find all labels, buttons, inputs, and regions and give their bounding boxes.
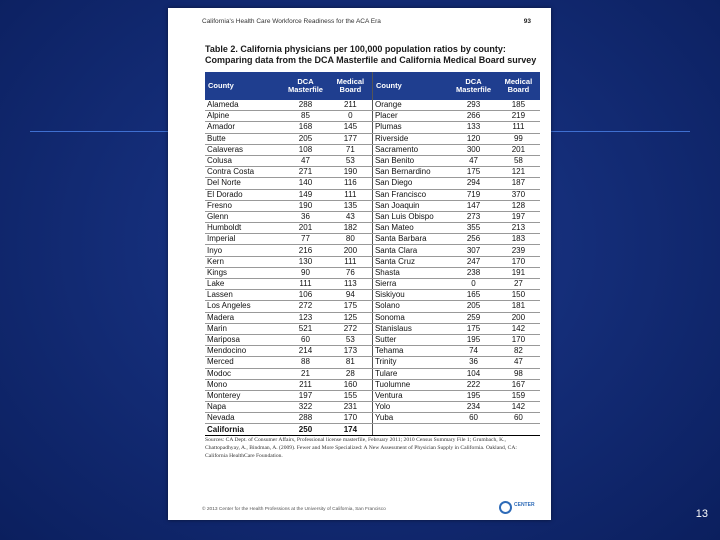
ratio-cell: 197 [282,390,329,401]
ratio-cell: 173 [329,346,373,357]
ratio-cell: 175 [329,301,373,312]
county-name-cell: Siskiyou [372,290,450,301]
county-name-cell: Kern [205,256,282,267]
ratio-cell: 239 [497,245,540,256]
column-header: DCA Masterfile [282,72,329,100]
column-header: DCA Masterfile [450,72,497,100]
ratio-cell: 307 [450,245,497,256]
logo-circle-icon [499,501,512,514]
county-name-cell: San Mateo [372,223,450,234]
ratio-cell: 82 [497,346,540,357]
total-cell: 250 [282,424,329,435]
ratio-cell: 259 [450,312,497,323]
table-row [205,390,540,401]
ratio-cell: 155 [329,390,373,401]
total-cell: 174 [329,424,373,435]
county-name-cell: Marin [205,323,282,334]
county-name-cell: El Dorado [205,189,282,200]
ratio-cell: 370 [497,189,540,200]
ratio-cell: 128 [497,200,540,211]
ratio-cell: 272 [282,301,329,312]
ratio-cell: 247 [450,256,497,267]
table-row [205,223,540,234]
column-header: Medical Board [329,72,373,100]
ratio-cell: 21 [282,368,329,379]
ratio-cell: 113 [329,279,373,290]
county-name-cell: San Luis Obispo [372,211,450,222]
ratio-cell: 76 [329,267,373,278]
document-page [168,8,551,520]
county-name-cell: Modoc [205,368,282,379]
ratio-cell: 211 [329,100,373,111]
county-name-cell: Yolo [372,402,450,413]
page-number: 93 [523,18,531,25]
table-row [205,178,540,189]
ratio-cell: 147 [450,200,497,211]
ratio-cell: 85 [282,111,329,122]
table-row [205,111,540,122]
ratio-cell: 181 [497,301,540,312]
ratio-cell: 27 [497,279,540,290]
page-header-title: California's Health Care Workforce Readiness for the ACA Era [202,18,381,25]
slide-number: 13 [695,508,708,520]
ratio-cell: 195 [450,390,497,401]
total-cell: California [205,424,282,435]
table-row [205,323,540,334]
ratio-cell: 0 [329,111,373,122]
ratio-cell: 170 [329,413,373,424]
county-name-cell: Stanislaus [372,323,450,334]
county-name-cell: San Joaquin [372,200,450,211]
ratio-cell: 99 [497,133,540,144]
ratio-cell: 125 [329,312,373,323]
table-row [205,133,540,144]
ratio-cell: 43 [329,211,373,222]
ratio-cell: 149 [282,189,329,200]
table-row [205,200,540,211]
ratio-cell: 177 [329,133,373,144]
ratio-cell: 170 [497,256,540,267]
county-name-cell: Humboldt [205,223,282,234]
ratio-cell: 120 [450,133,497,144]
ratio-cell: 191 [497,267,540,278]
ratio-cell: 234 [450,402,497,413]
ratio-cell: 271 [282,167,329,178]
ratio-cell: 77 [282,234,329,245]
table-row [205,122,540,133]
table-row [205,346,540,357]
ratio-cell: 60 [282,334,329,345]
ratio-cell: 60 [497,413,540,424]
ratio-cell: 182 [329,223,373,234]
county-name-cell: San Benito [372,155,450,166]
ratio-cell: 231 [329,402,373,413]
county-name-cell: Tuolumne [372,379,450,390]
table-row [205,368,540,379]
ratio-cell: 322 [282,402,329,413]
ratio-cell: 170 [497,334,540,345]
ratio-cell: 81 [329,357,373,368]
ratio-cell: 88 [282,357,329,368]
county-name-cell: Trinity [372,357,450,368]
county-name-cell: Glenn [205,211,282,222]
ratio-cell: 142 [497,323,540,334]
ratio-cell: 175 [450,323,497,334]
county-name-cell: Orange [372,100,450,111]
table-row [205,100,540,111]
table-row [205,267,540,278]
ratio-cell: 719 [450,189,497,200]
ratio-cell: 190 [282,200,329,211]
ratio-cell: 205 [450,301,497,312]
county-name-cell: Sutter [372,334,450,345]
county-name-cell: Santa Cruz [372,256,450,267]
table-row [205,211,540,222]
ratio-cell: 116 [329,178,373,189]
ratio-cell: 106 [282,290,329,301]
table-row [205,234,540,245]
empty-cell [372,424,450,435]
table-row [205,312,540,323]
ratio-cell: 140 [282,178,329,189]
county-name-cell: Amador [205,122,282,133]
empty-cell [450,424,497,435]
ratio-cell: 273 [450,211,497,222]
ratio-cell: 36 [282,211,329,222]
ratio-cell: 104 [450,368,497,379]
county-name-cell: Mono [205,379,282,390]
county-name-cell: Mendocino [205,346,282,357]
county-name-cell: Merced [205,357,282,368]
table-row [205,357,540,368]
ratio-cell: 123 [282,312,329,323]
ratio-cell: 200 [329,245,373,256]
ratio-cell: 168 [282,122,329,133]
ratio-cell: 90 [282,267,329,278]
table-row [205,379,540,390]
ratio-cell: 94 [329,290,373,301]
ratio-cell: 142 [497,402,540,413]
county-name-cell: Nevada [205,413,282,424]
ratio-cell: 47 [497,357,540,368]
ratio-cell: 0 [450,279,497,290]
county-name-cell: Kings [205,267,282,278]
page-footer: © 2013 Center for the Health Professions at the University of California, San Francisco [202,507,386,512]
table-row [205,279,540,290]
page-header [202,18,531,25]
ratio-cell: 355 [450,223,497,234]
county-name-cell: Ventura [372,390,450,401]
county-name-cell: Sierra [372,279,450,290]
ratio-cell: 288 [282,413,329,424]
table-row [205,290,540,301]
ratio-cell: 216 [282,245,329,256]
county-name-cell: Sonoma [372,312,450,323]
county-name-cell: San Francisco [372,189,450,200]
table-row [205,189,540,200]
county-name-cell: Napa [205,402,282,413]
ratio-cell: 294 [450,178,497,189]
ratio-cell: 256 [450,234,497,245]
ratio-cell: 133 [450,122,497,133]
ratio-cell: 60 [450,413,497,424]
ratio-cell: 213 [497,223,540,234]
ratio-cell: 187 [497,178,540,189]
ratio-cell: 160 [329,379,373,390]
ratio-cell: 185 [497,100,540,111]
county-name-cell: Lassen [205,290,282,301]
ratio-cell: 167 [497,379,540,390]
ratio-cell: 53 [329,334,373,345]
ratio-cell: 200 [497,312,540,323]
county-name-cell: Del Norte [205,178,282,189]
center-logo [499,500,537,516]
empty-cell [497,424,540,435]
ratio-cell: 47 [450,155,497,166]
table-total-row [205,424,540,435]
table-row [205,144,540,155]
ratio-cell: 145 [329,122,373,133]
table-body [205,100,540,435]
ratio-cell: 288 [282,100,329,111]
county-name-cell: Mariposa [205,334,282,345]
county-name-cell: Santa Clara [372,245,450,256]
county-name-cell: Placer [372,111,450,122]
table-row [205,413,540,424]
table-row [205,301,540,312]
county-name-cell: Santa Barbara [372,234,450,245]
column-header: County [372,72,450,100]
county-name-cell: Solano [372,301,450,312]
column-header: County [205,72,282,100]
table-row [205,167,540,178]
county-name-cell: Riverside [372,133,450,144]
county-name-cell: Shasta [372,267,450,278]
table-row [205,155,540,166]
county-name-cell: Inyo [205,245,282,256]
county-name-cell: Calaveras [205,144,282,155]
ratio-cell: 300 [450,144,497,155]
ratio-cell: 211 [282,379,329,390]
ratio-cell: 108 [282,144,329,155]
ratio-cell: 521 [282,323,329,334]
ratio-cell: 272 [329,323,373,334]
table-row [205,245,540,256]
ratio-cell: 28 [329,368,373,379]
county-name-cell: Monterey [205,390,282,401]
county-name-cell: Colusa [205,155,282,166]
ratio-cell: 36 [450,357,497,368]
ratio-cell: 195 [450,334,497,345]
ratio-cell: 183 [497,234,540,245]
county-name-cell: Alpine [205,111,282,122]
county-name-cell: Imperial [205,234,282,245]
ratio-cell: 111 [282,279,329,290]
county-name-cell: Lake [205,279,282,290]
ratio-cell: 121 [497,167,540,178]
ratio-cell: 111 [329,256,373,267]
ratio-cell: 222 [450,379,497,390]
table-row [205,334,540,345]
ratio-cell: 53 [329,155,373,166]
county-name-cell: Tehama [372,346,450,357]
county-name-cell: Tulare [372,368,450,379]
county-name-cell: Butte [205,133,282,144]
ratio-cell: 111 [329,189,373,200]
ratio-cell: 159 [497,390,540,401]
ratio-cell: 238 [450,267,497,278]
table-row [205,256,540,267]
ratio-cell: 98 [497,368,540,379]
county-name-cell: Contra Costa [205,167,282,178]
county-name-cell: Yuba [372,413,450,424]
county-name-cell: Alameda [205,100,282,111]
ratio-cell: 71 [329,144,373,155]
ratio-cell: 205 [282,133,329,144]
logo-text: CENTER [514,502,535,508]
ratio-cell: 219 [497,111,540,122]
ratio-cell: 135 [329,200,373,211]
ratio-cell: 80 [329,234,373,245]
county-name-cell: San Diego [372,178,450,189]
ratio-cell: 190 [329,167,373,178]
ratio-cell: 201 [282,223,329,234]
county-name-cell: Madera [205,312,282,323]
ratio-cell: 165 [450,290,497,301]
table-header-row [205,72,540,100]
county-name-cell: Plumas [372,122,450,133]
ratio-cell: 201 [497,144,540,155]
ratio-cell: 58 [497,155,540,166]
ratio-cell: 150 [497,290,540,301]
column-header: Medical Board [497,72,540,100]
ratio-cell: 74 [450,346,497,357]
table-row [205,402,540,413]
ratio-cell: 47 [282,155,329,166]
county-name-cell: San Bernardino [372,167,450,178]
table-title: Table 2. California physicians per 100,000 population ratios by county: Comparing data from the DCA Masterfile and California Medical Board survey [205,44,537,65]
table-sources-note: Sources: CA Dept. of Consumer Affairs, Professional license masterfile, February 2011; 2010 Census Summary File 1; Grumbach, K., Chattopadhyay, A., Bindman, A. (2009). Fewer and More Specialized: A New Assessment of Physician Supply in California. Oakland, CA: California HealthCare Foundation. [205,437,517,459]
ratio-cell: 111 [497,122,540,133]
county-name-cell: Los Angeles [205,301,282,312]
county-name-cell: Fresno [205,200,282,211]
physician-ratio-table [205,72,540,436]
ratio-cell: 175 [450,167,497,178]
ratio-cell: 197 [497,211,540,222]
ratio-cell: 214 [282,346,329,357]
ratio-cell: 130 [282,256,329,267]
ratio-cell: 266 [450,111,497,122]
ratio-cell: 293 [450,100,497,111]
county-name-cell: Sacramento [372,144,450,155]
